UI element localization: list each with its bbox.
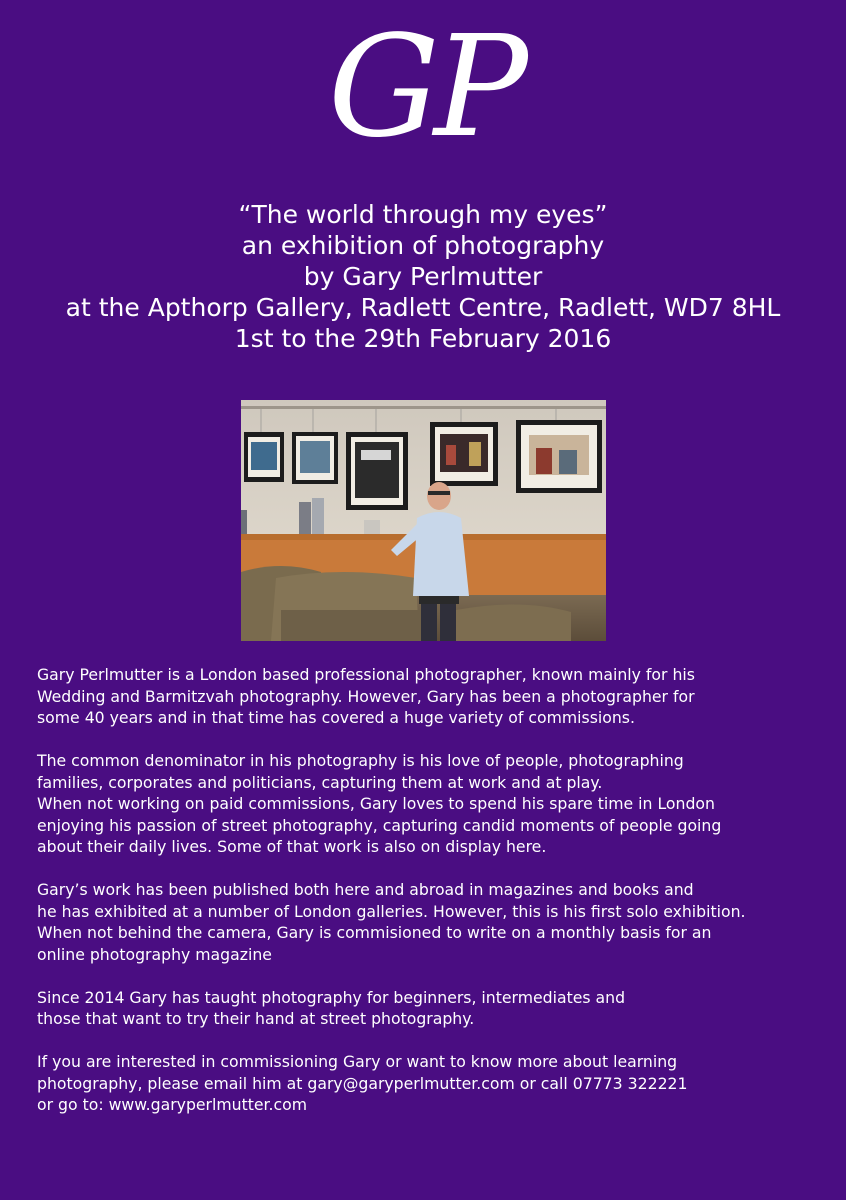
gallery-photo-image xyxy=(241,400,606,641)
heading-line-subtitle: an exhibition of photography xyxy=(241,231,605,260)
sofa xyxy=(241,566,421,641)
text-line: If you are interested in commissioning Gary or want to know more about learning xyxy=(37,1052,678,1071)
text-line: Wedding and Barmitzvah photography. However, Gary has been a photographer for xyxy=(37,686,695,706)
text-line: families, corporates and politicians, capturing them at work and at play. xyxy=(37,772,603,792)
paragraph-teaching xyxy=(37,987,827,1030)
text-line: The common denominator in his photography is his love of people, photographing xyxy=(37,751,684,770)
text-line: online photography magazine xyxy=(37,944,272,964)
contact-email-line: photography, please email him at gary@garyperlmutter.com or call 07773 322221 xyxy=(37,1073,688,1093)
framed-photo xyxy=(516,409,602,493)
heading-line-dates: 1st to the 29th February 2016 xyxy=(234,324,612,353)
text-line: When not working on paid commissions, Gary loves to spend his spare time in London xyxy=(37,794,715,813)
heading-line-venue: at the Apthorp Gallery, Radlett Centre, Radlett, WD7 8HL xyxy=(65,293,781,322)
text-line: he has exhibited at a number of London galleries. However, this is his first solo exhibition. xyxy=(37,901,746,921)
text-line: enjoying his passion of street photography, capturing candid moments of people going xyxy=(37,815,722,835)
heading-line-title: “The world through my eyes” xyxy=(238,200,608,229)
paragraph-contact xyxy=(37,1051,827,1116)
heading-line-artist: by Gary Perlmutter xyxy=(303,262,543,291)
text-line: about their daily lives. Some of that work is also on display here. xyxy=(37,837,547,856)
text-line: Gary’s work has been published both here and abroad in magazines and books and xyxy=(37,880,694,899)
paragraph-people xyxy=(37,750,827,858)
text-line: Gary Perlmutter is a London based professional photographer, known mainly for his xyxy=(37,665,695,684)
text-line: those that want to try their hand at street photography. xyxy=(37,1009,475,1028)
text-line: When not behind the camera, Gary is commisioned to write on a monthly basis for an xyxy=(37,923,712,942)
logo-text: GP xyxy=(327,30,523,169)
contact-website-line: or go to: www.garyperlmutter.com xyxy=(37,1095,308,1114)
gp-monogram-logo xyxy=(295,30,555,195)
paragraph-published xyxy=(37,879,827,965)
paragraph-about xyxy=(37,664,827,729)
text-line: some 40 years and in that time has covered a huge variety of commissions. xyxy=(37,708,635,727)
exhibition-description xyxy=(37,664,827,1137)
exhibition-heading xyxy=(0,199,846,354)
text-line: Since 2014 Gary has taught photography for beginners, intermediates and xyxy=(37,987,626,1007)
